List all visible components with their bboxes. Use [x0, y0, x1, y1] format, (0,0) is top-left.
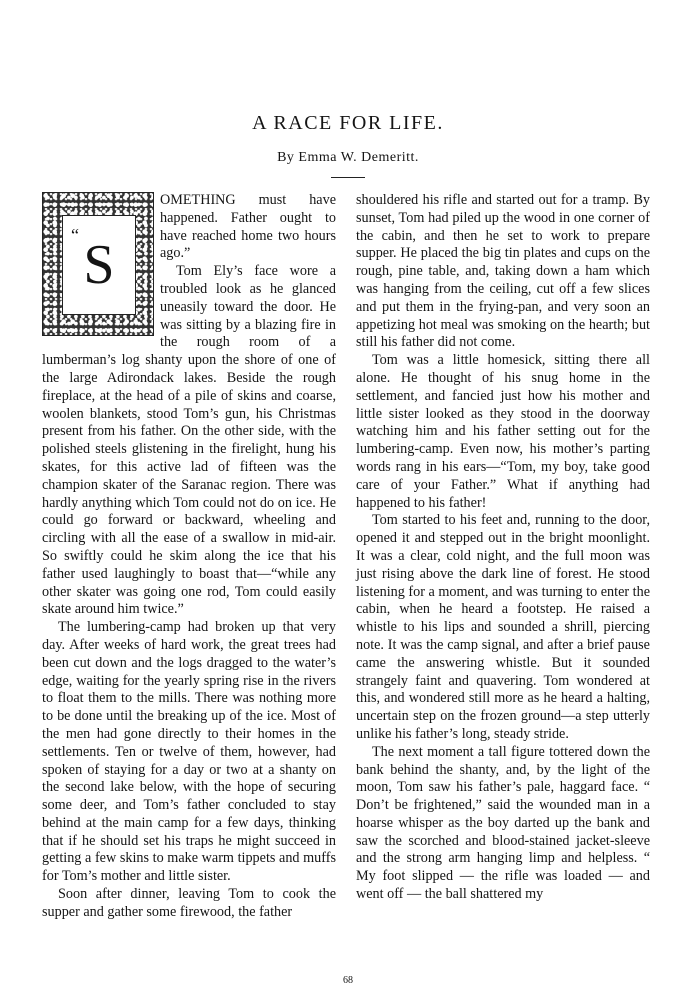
- paragraph: Tom was a little homesick, sitting there all alone. He thought of his snug home in the settlement, and fancied just how his mother and little sister looked as they stood in the doorway watching him and his father setting out for the lumbering-camp. Even now, his mother’s parting words rang in his ears—“Tom, my boy, take good care of your Father.” What if anything had happened to his father!: [356, 352, 650, 511]
- paragraph-text: must have happened. Father ought to have reached home two hours ago.”: [160, 192, 336, 262]
- lead-word: OMETHING: [160, 192, 236, 208]
- dropcap-letter: S: [83, 234, 115, 296]
- dropcap-quote: “: [71, 225, 79, 245]
- byline: By Emma W. Demeritt.: [277, 150, 419, 165]
- title-rule: [331, 177, 365, 178]
- left-column: [42, 192, 336, 922]
- paragraph: Tom Ely’s face wore a troubled look as he glanced uneasily toward the door. He was sitting by a blazing fire in the rough room of a lumberman’s log shanty upon the shore of one of the large Adirondack lakes. Beside the rough fireplace, at the head of a pile of skins and coarse, woolen blankets, stood Tom’s gun, his Christmas present from his father. On the other side, with the polished steels glistening in the firelight, hung his skates, for this active lad of fifteen was the champion skater of the Saranac region. There was hardly anything which Tom could not do on ice. He could go forward or backward, wheeling and circling with all the ease of a swallow in mid-air. So swiftly could he skim along the ice that his father used laughingly to boast that—“while any other skater was going one rod, Tom could easily skate around him twice.”: [42, 263, 336, 618]
- right-column: [356, 192, 650, 904]
- dropcap-frame: [62, 215, 136, 315]
- paragraph: Tom started to his feet and, running to the door, opened it and stepped out in the bright moonlight. It was a clear, cold night, and the full moon was just rising above the dark line of forest. He stood listening for a moment, and was turning to enter the cabin, when he heard a footstep. He raised a whistle to his lips and sounded a shrill, piercing note. It was the camp signal, and after a brief pause came the answering whistle. But it sounded strangely faint and quavering. Tom wondered at this, and wondered still more as he heard a halting, uncertain step on the frozen ground—a step utterly unlike his father’s long, steady stride.: [356, 512, 650, 742]
- article-title: A RACE FOR LIFE.: [252, 112, 444, 134]
- page-number: 68: [343, 975, 353, 986]
- paragraph: The lumbering-camp had broken up that very day. After weeks of hard work, the great trees had been cut down and the logs dragged to the water’s edge, waiting for the yearly spring rise in the rivers to float them to the mills. There was nothing more to be done until the breaking up of the ice. Most of the men had gone directly to their homes in the settlements. Ten or twelve of them, however, had spoken of staying for a day or two at a shanty on the second lake below, with the hope of securing some deer, and Tom’s father concluded to stay behind at the main camp for a few days, thinking that if he should set his traps he might succeed in getting a few skins to make warm tippets and muffs for Tom’s mother and little sister.: [42, 619, 336, 885]
- paragraph: Soon after dinner, leaving Tom to cook the supper and gather some firewood, the father: [42, 886, 336, 920]
- paragraph: The next moment a tall figure tottered down the bank behind the shanty, and, by the light of the moon, Tom saw his father’s pale, haggard face. “ Don’t be frightened,” said the wounded man in a hoarse whisper as the boy darted up the bank and saw the scorched and blood-stained jacket-sleeve and the strong arm hanging limp and helpless. “ My foot slipped — the rifle was loaded — and went off — the ball shattered my: [356, 743, 650, 903]
- ornamental-dropcap: [42, 192, 154, 336]
- paragraph: shouldered his rifle and started out for a tramp. By sunset, Tom had piled up the wood in one corner of the cabin, and then he set to work to prepare supper. He placed the big tin plates and cups on the rough, pine table, and, taking down a ham which was hanging from the ceiling, cut off a few slices and put them in the frying-pan, and very soon an appetizing hot meal was smoking on the hearth; but still his father did not come.: [356, 192, 650, 351]
